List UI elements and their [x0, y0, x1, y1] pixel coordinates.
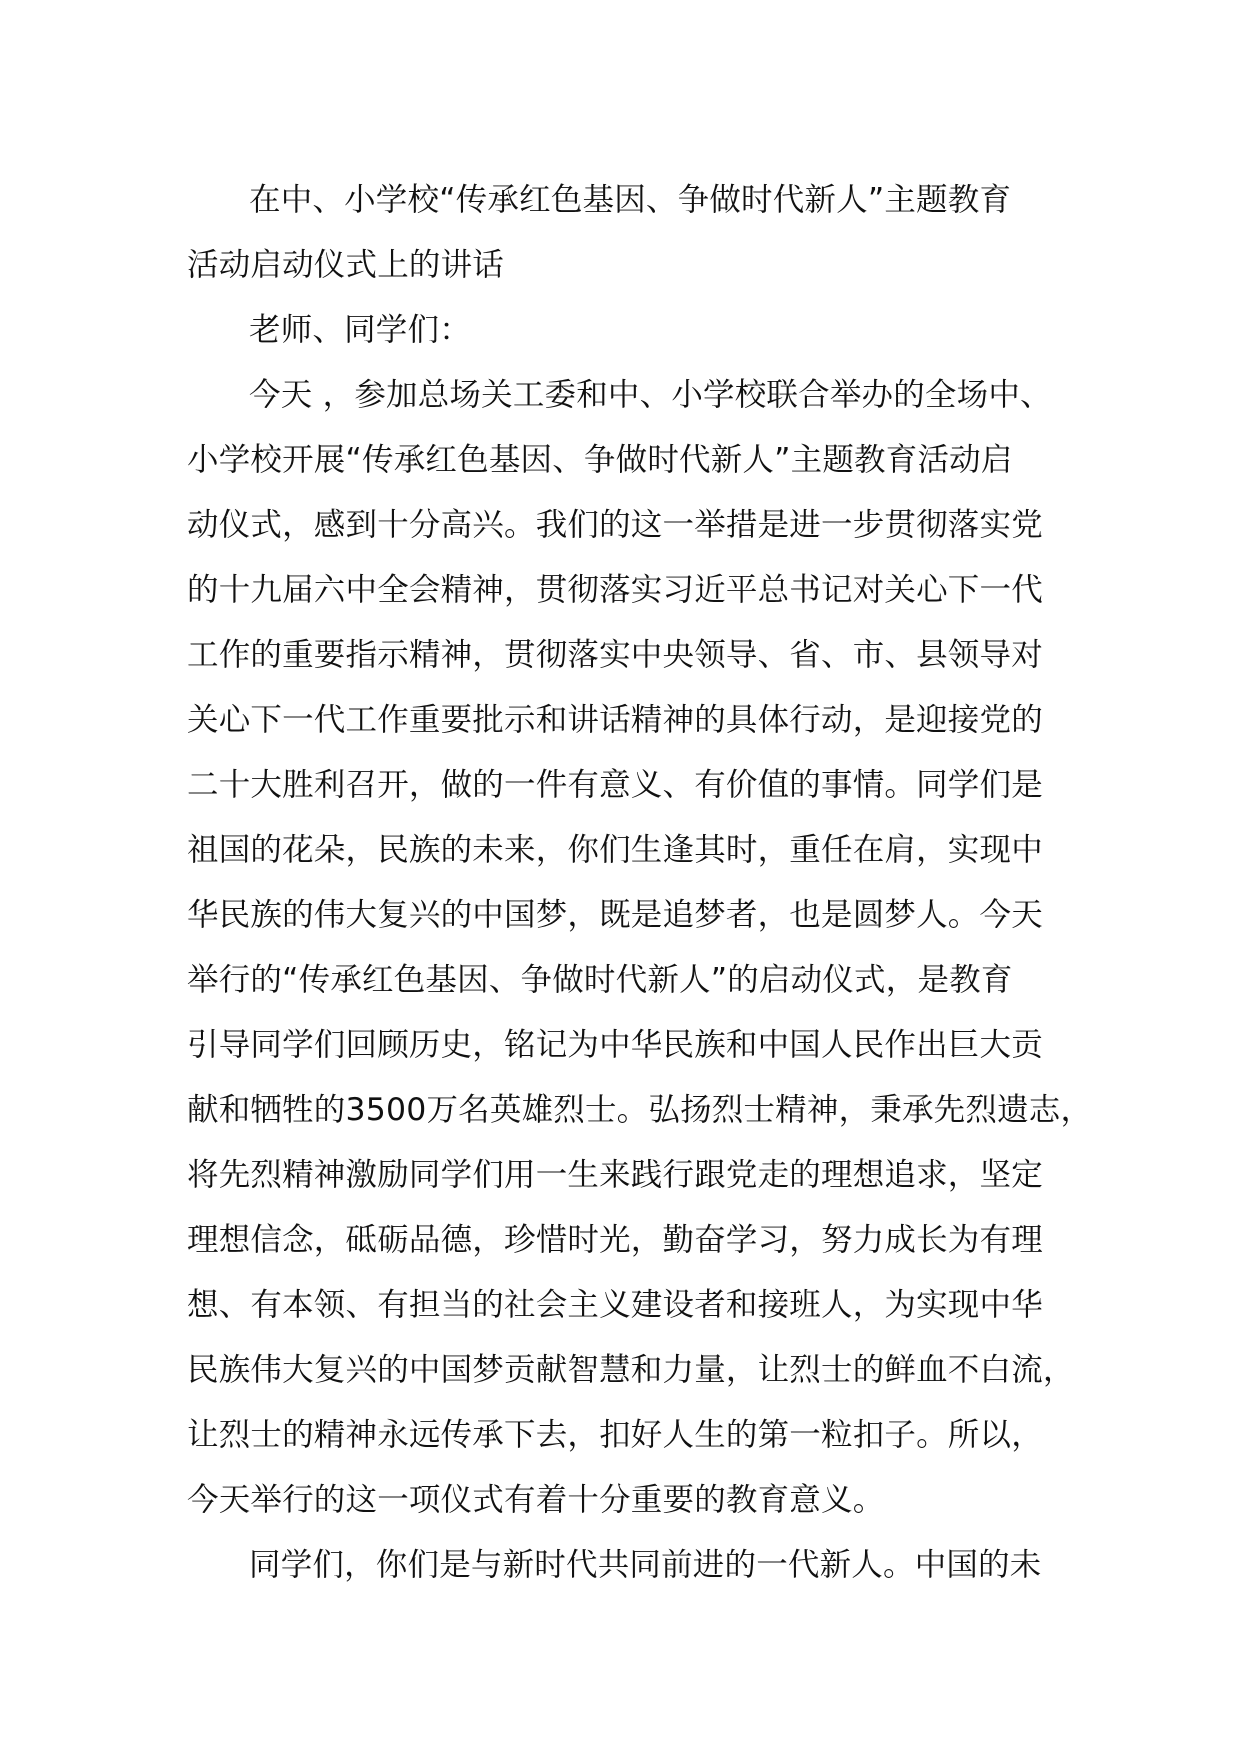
- paragraph-1-line-9: 华民族的伟大复兴的中国梦，既是追梦者，也是圆梦人。今天: [187, 897, 1043, 933]
- paragraph-1-line-1: 今天 ，参加总场关工委和中、小学校联合举办的全场中、: [249, 377, 1052, 413]
- title-line-2: 活动启动仪式上的讲话: [187, 247, 505, 283]
- paragraph-1-line-17: 让烈士的精神永远传承下去，扣好人生的第一粒扣子。所以，: [187, 1417, 1043, 1453]
- paragraph-2-line-1: 同学们，你们是与新时代共同前进的一代新人。中国的未: [249, 1547, 1042, 1583]
- paragraph-1-line-3: 动仪式，感到十分高兴。我们的这一举措是进一步贯彻落实党: [187, 507, 1043, 543]
- paragraph-1-line-13: 将先烈精神激励同学们用一生来践行跟党走的理想追求，坚定: [187, 1157, 1043, 1193]
- paragraph-1-line-14: 理想信念，砥砺品德，珍惜时光，勤奋学习，努力成长为有理: [187, 1222, 1043, 1258]
- paragraph-1-line-7: 二十大胜利召开，做的一件有意义、有价值的事情。同学们是: [187, 767, 1043, 803]
- salutation: 老师、同学们：: [249, 312, 471, 348]
- paragraph-1-line-8: 祖国的花朵，民族的未来，你们生逢其时，重任在肩，实现中: [187, 832, 1043, 868]
- paragraph-1-line-4: 的十九届六中全会精神，贯彻落实习近平总书记对关心下一代: [187, 572, 1043, 608]
- paragraph-1-line-2: 小学校开展“传承红色基因、争做时代新人”主题教育活动启: [187, 442, 1013, 478]
- paragraph-1-line-10: 举行的“传承红色基因、争做时代新人”的启动仪式，是教育: [187, 962, 1013, 998]
- document-body: [187, 168, 1093, 1598]
- paragraph-1-line-6: 关心下一代工作重要批示和讲话精神的具体行动，是迎接党的: [187, 702, 1043, 738]
- title-line-1: 在中、小学校“传承红色基因、争做时代新人”主题教育: [249, 182, 1012, 218]
- paragraph-1-line-18: 今天举行的这一项仪式有着十分重要的教育意义。: [187, 1482, 885, 1518]
- paragraph-1-line-12: 献和牺牲的3500万名英雄烈士。弘扬烈士精神，秉承先烈遗志，: [187, 1092, 1093, 1128]
- paragraph-1-line-5: 工作的重要指示精神，贯彻落实中央领导、省、市、县领导对: [187, 637, 1043, 673]
- paragraph-1-line-11: 引导同学们回顾历史，铭记为中华民族和中国人民作出巨大贡: [187, 1027, 1043, 1063]
- paragraph-1-line-15: 想、有本领、有担当的社会主义建设者和接班人，为实现中华: [187, 1287, 1043, 1323]
- paragraph-1-line-16: 民族伟大复兴的中国梦贡献智慧和力量，让烈士的鲜血不白流，: [187, 1352, 1075, 1388]
